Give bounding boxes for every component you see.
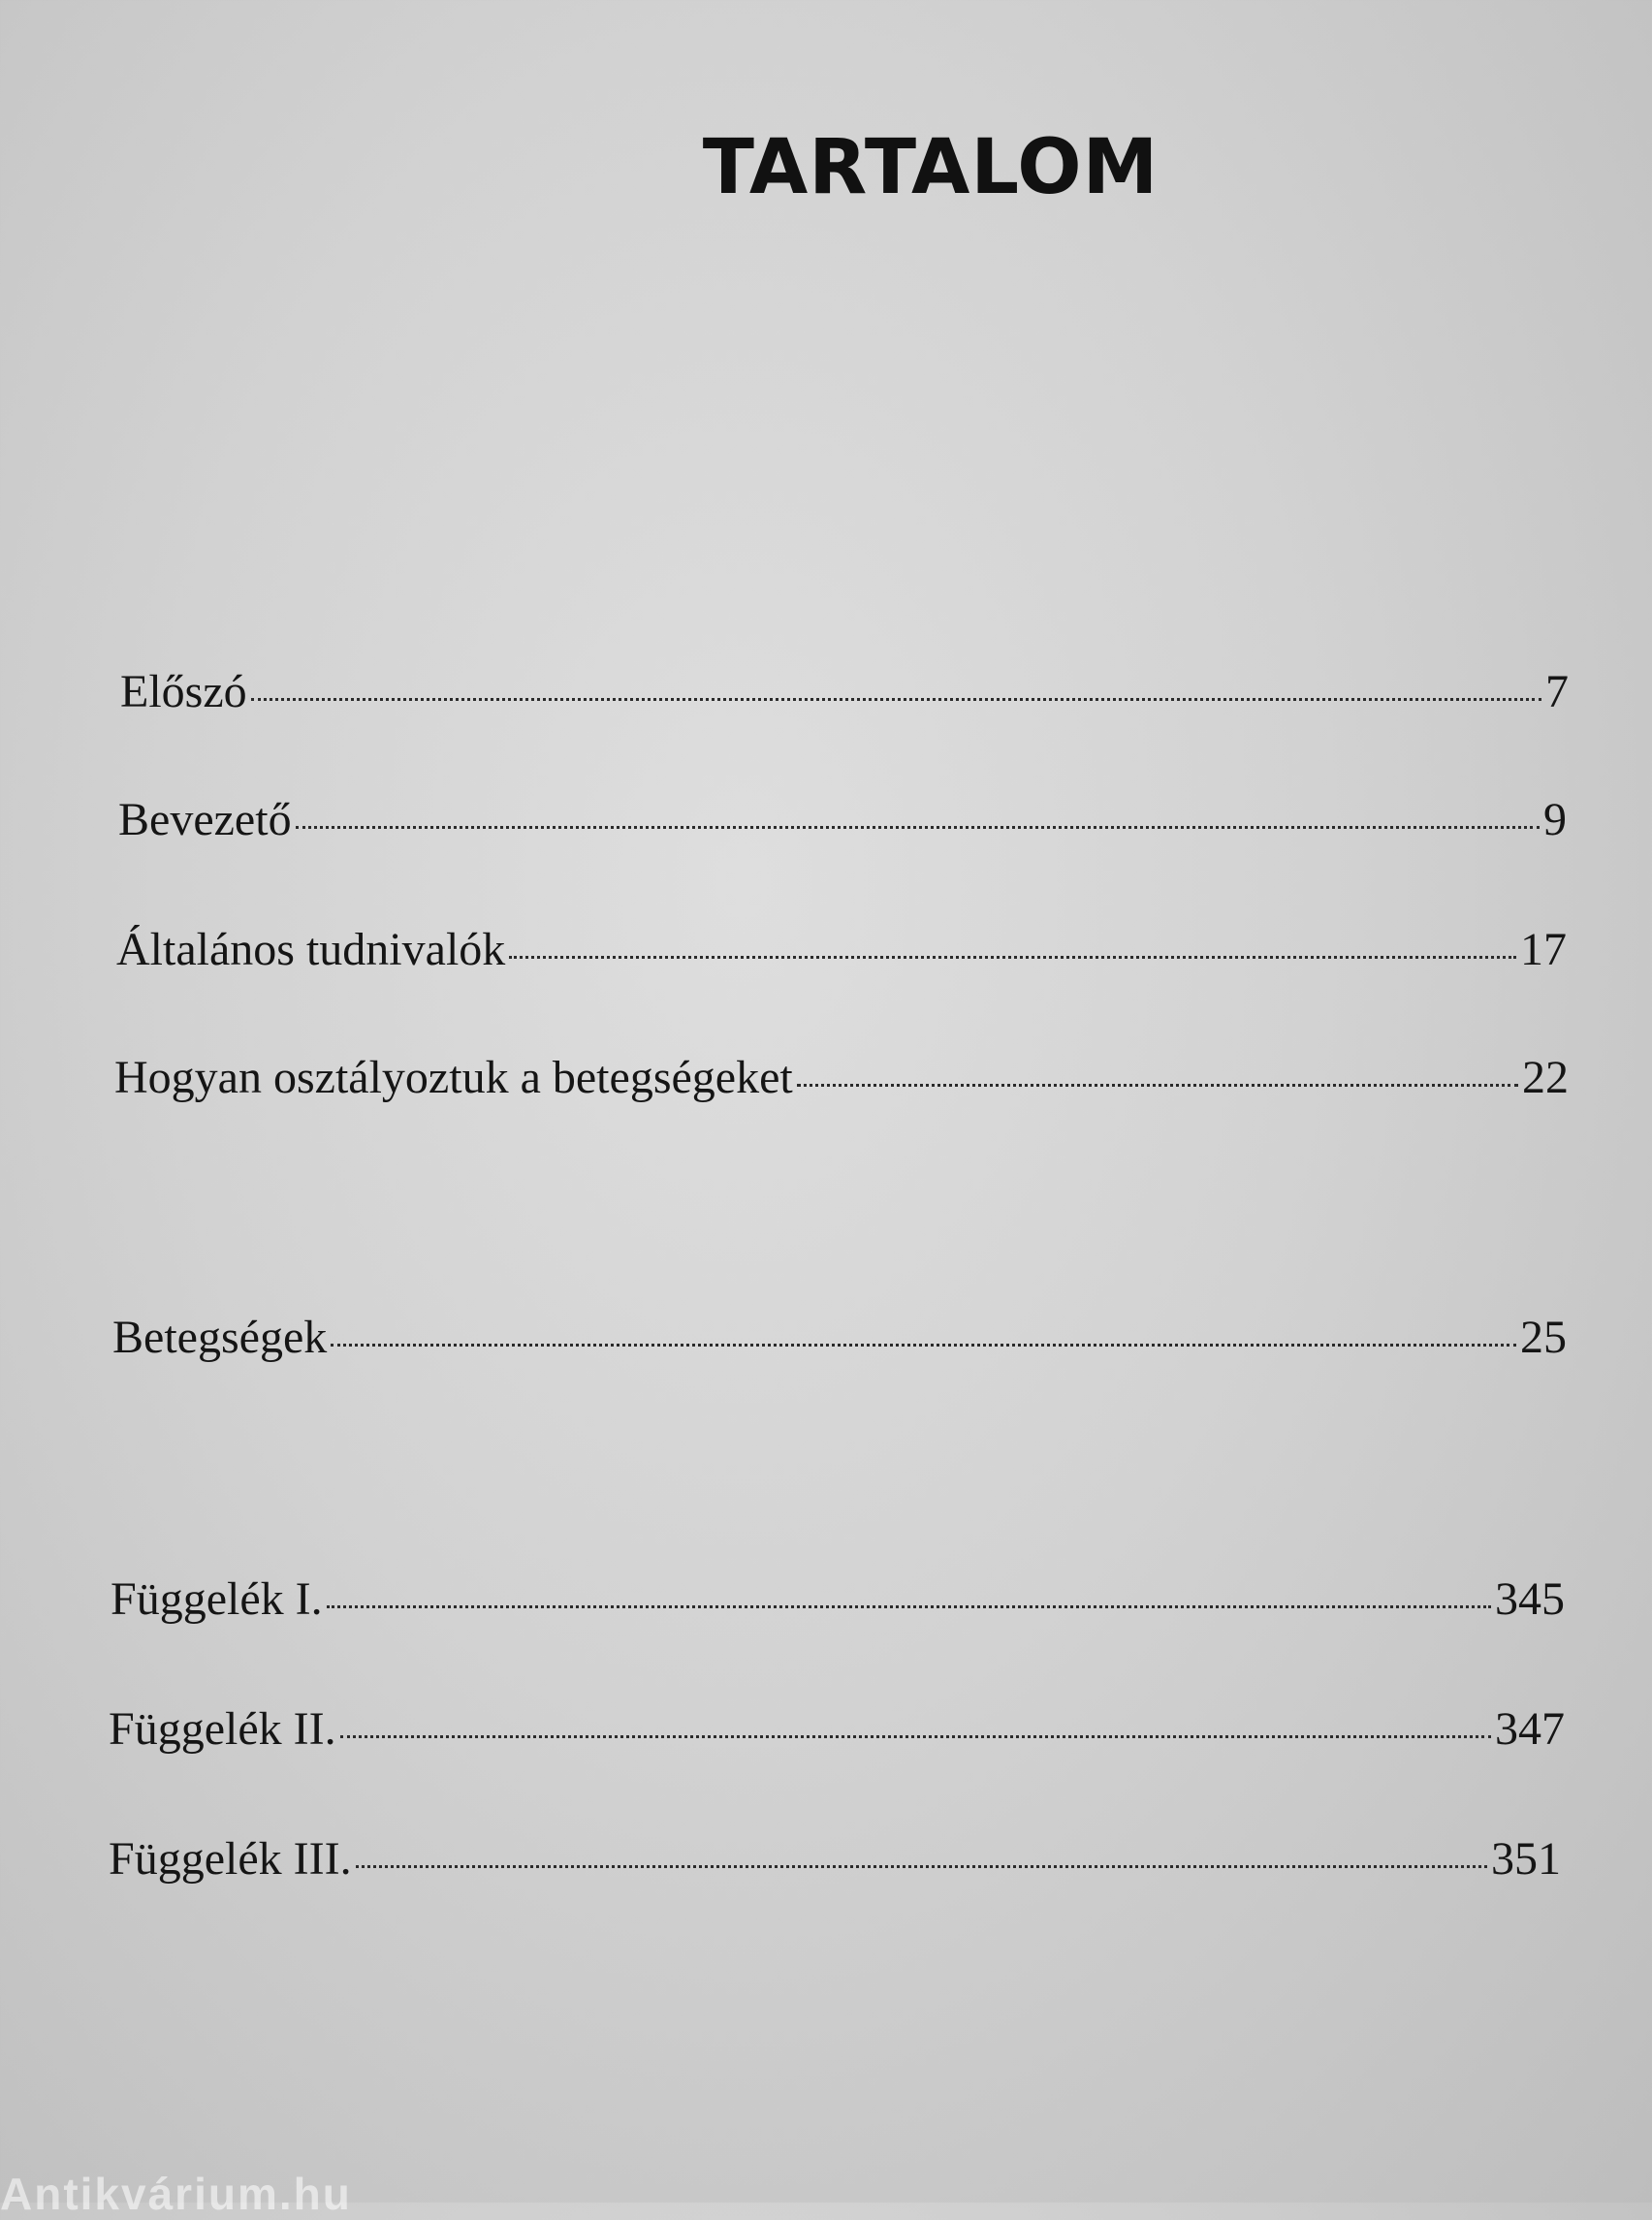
toc-label: Függelék I.: [111, 1573, 323, 1625]
toc-label: Függelék III.: [109, 1833, 352, 1885]
toc-label: Előszó: [120, 666, 247, 717]
toc-page-number: 25: [1520, 1312, 1567, 1363]
toc-label: Általános tudnivalók: [116, 924, 506, 975]
page-title: TARTALOM: [702, 124, 1160, 211]
toc-page-number: 347: [1495, 1703, 1565, 1755]
dot-leader: [296, 826, 1540, 829]
toc-label: Betegségek: [112, 1312, 328, 1363]
dot-leader: [797, 1084, 1518, 1087]
toc-entry-hogyan-osztalyoztuk[interactable]: [114, 1052, 1569, 1103]
dot-leader: [356, 1865, 1487, 1868]
dot-leader: [331, 1344, 1516, 1347]
toc-entry-bevezeto[interactable]: [118, 794, 1567, 845]
toc-label: Függelék II.: [109, 1703, 336, 1755]
toc-label: Hogyan osztályoztuk a betegségeket: [114, 1052, 793, 1103]
toc-page-number: 345: [1495, 1573, 1565, 1625]
dot-leader: [251, 698, 1541, 701]
toc-entry-altalanos-tudnivalok[interactable]: [116, 924, 1567, 975]
toc-page-number: 351: [1491, 1833, 1561, 1885]
dot-leader: [340, 1735, 1491, 1738]
toc-page-number: 22: [1522, 1052, 1569, 1103]
toc-page-number: 17: [1520, 924, 1567, 975]
toc-page-number: 7: [1545, 666, 1569, 717]
dot-leader: [509, 956, 1516, 959]
toc-page-number: 9: [1543, 794, 1567, 845]
toc-entry-betegsegek[interactable]: [112, 1312, 1567, 1363]
toc-entry-fuggelek-3[interactable]: [109, 1833, 1561, 1885]
watermark: Antikvárium.hu: [0, 2169, 352, 2219]
toc-label: Bevezető: [118, 794, 292, 845]
dot-leader: [327, 1605, 1491, 1608]
toc-entry-fuggelek-1[interactable]: [111, 1573, 1565, 1625]
toc-entry-eloszo[interactable]: [120, 666, 1569, 717]
toc-entry-fuggelek-2[interactable]: [109, 1703, 1565, 1755]
